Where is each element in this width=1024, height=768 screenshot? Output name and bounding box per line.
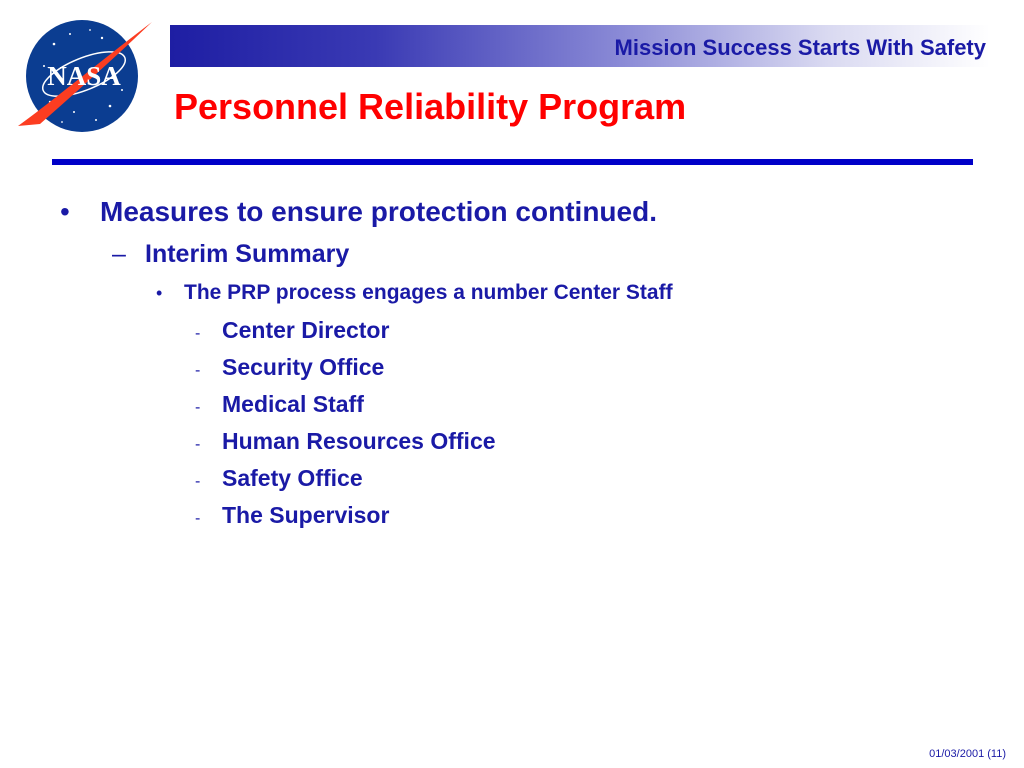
bullet-level4-item: Security Office <box>222 354 385 380</box>
bullet-marker-level4: - <box>195 325 201 342</box>
bullet-marker-level1: • <box>60 196 70 227</box>
bullet-level4-item: Medical Staff <box>222 391 364 417</box>
title-underline-rule <box>52 159 973 165</box>
bullet-marker-level4: - <box>195 436 201 453</box>
bullet-level3-text: The PRP process engages a number Center Staff <box>184 281 673 304</box>
header-tagline: Mission Success Starts With Safety <box>614 35 986 60</box>
bullet-marker-level4: - <box>195 362 201 379</box>
bullet-marker-level3: • <box>156 283 163 303</box>
bullet-level4-item: The Supervisor <box>222 502 390 528</box>
logo-wordmark: NASA <box>47 61 121 91</box>
bullet-marker-level2: – <box>112 240 126 268</box>
bullet-marker-level4: - <box>195 510 201 527</box>
slide-title: Personnel Reliability Program <box>174 86 687 127</box>
bullet-marker-level4: - <box>195 473 201 490</box>
footer-date-page: 01/03/2001 (11) <box>929 748 1006 760</box>
bullet-level4-item: Center Director <box>222 317 390 343</box>
bullet-marker-level4: - <box>195 399 201 416</box>
nasa-logo <box>14 14 156 138</box>
bullet-level4-item: Human Resources Office <box>222 428 496 454</box>
bullet-level1-text: Measures to ensure protection continued. <box>100 196 657 227</box>
bullet-level4-item: Safety Office <box>222 465 363 491</box>
bullet-level2-text: Interim Summary <box>145 240 350 268</box>
